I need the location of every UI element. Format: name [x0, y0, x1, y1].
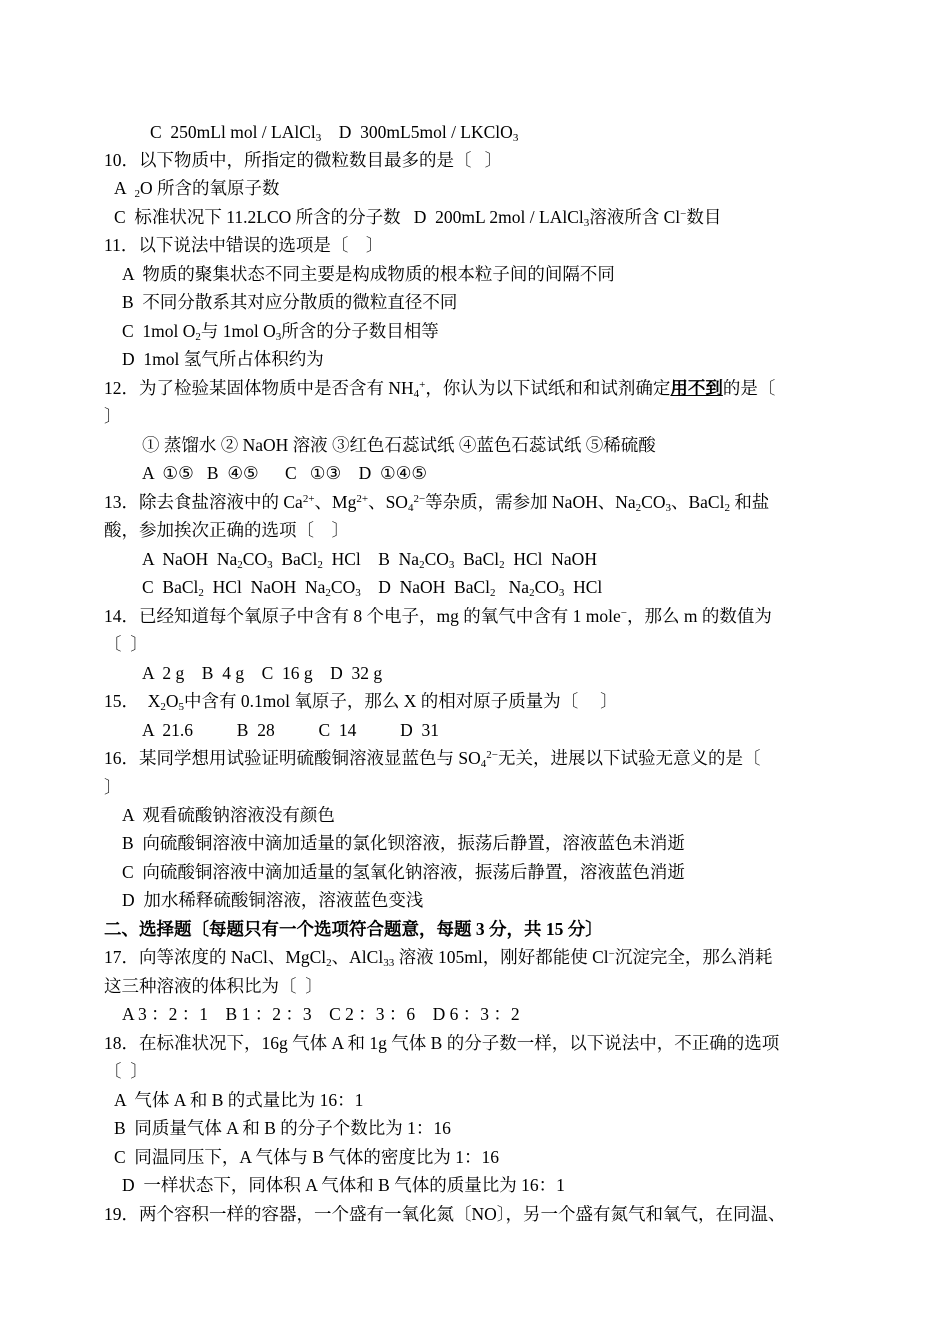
line-q17ans	[122, 1002, 520, 1026]
text-segment: +	[419, 379, 426, 391]
text-segment: A 3 ：2 ：1 B 1 ：2 ：3 C 2 ：3 ：6 D 6 ：3 ：2	[122, 1004, 520, 1024]
text-segment: 无关，进展以下试验无意义的是〔	[497, 748, 761, 768]
line-q18	[104, 1031, 779, 1055]
text-segment: ① 蒸馏水 ② NaOH 溶液 ③红色石蕊试纸 ④蓝色石蕊试纸 ⑤稀硫酸	[142, 435, 656, 455]
text-segment: A 物质的聚集状态不同主要是构成物质的根本粒子间的间隔不同	[122, 264, 615, 284]
text-segment: 、Mg	[314, 492, 357, 512]
line-q11a	[122, 262, 615, 286]
text-segment: 2	[195, 331, 201, 343]
text-segment: 4	[480, 758, 487, 770]
text-segment: C 同温同压下，A 气体与 B 气体的密度比为 1：16	[114, 1147, 500, 1167]
line-q18a	[114, 1088, 363, 1112]
text-segment: 3	[512, 132, 519, 144]
text-segment: 中含有 0.1mol 氧原子，那么 X 的相对原子质量为〔 〕	[184, 691, 618, 711]
text-segment: CO	[242, 549, 268, 569]
text-segment: 5	[178, 701, 185, 713]
text-segment: 3	[665, 502, 671, 514]
line-q16bb	[122, 831, 685, 855]
text-segment: B 同质量气体 A 和 B 的分子个数比为 1：16	[114, 1118, 451, 1138]
text-segment: HCl	[564, 577, 603, 597]
line-q19	[104, 1202, 786, 1226]
line-q10a	[114, 176, 279, 200]
line-q18bb	[114, 1116, 451, 1140]
line-q18b	[104, 1059, 148, 1083]
text-segment: 4	[407, 502, 414, 514]
text-segment: C 250mLl mol / LAlCl	[150, 122, 316, 142]
text-segment: 等杂质，需参加 NaOH、Na	[425, 492, 636, 512]
text-segment: CO	[534, 577, 559, 597]
text-segment: 3	[558, 587, 565, 599]
line-q14b	[104, 632, 148, 656]
line-q16d	[122, 888, 423, 912]
line-q13cd	[142, 575, 602, 599]
text-segment: 〔 〕	[104, 634, 148, 654]
text-segment: 2	[490, 587, 496, 599]
text-segment: 2−	[486, 749, 498, 761]
text-segment: C 标准状况下 11.2LCO 所含的分子数 D 200mL 2mol / LAlCl	[114, 207, 584, 227]
text-segment: A NaOH Na	[142, 549, 238, 569]
line-q12b	[104, 404, 122, 428]
text-segment: 沉淀完全，那么消耗	[614, 947, 773, 967]
text-segment: 3	[275, 331, 282, 343]
text-segment: 2	[198, 587, 204, 599]
text-segment: 所含的分子数目相等	[281, 321, 439, 341]
text-segment: B 不同分散系其对应分散质的微粒直径不同	[122, 292, 458, 312]
text-segment: O	[165, 691, 179, 711]
line-q12	[104, 376, 775, 400]
text-segment: 〕	[104, 406, 122, 426]
line-q9c	[150, 120, 518, 144]
text-segment: Na	[495, 577, 530, 597]
text-segment: HCl B Na	[322, 549, 420, 569]
text-segment: 18．在标准状况下，16g 气体 A 和 1g 气体 B 的分子数一样，以下说法中，不正确的选项	[104, 1033, 780, 1053]
text-segment: 16．某同学想用试验证明硫酸铜溶液显蓝色与 SO	[104, 748, 481, 768]
line-sec2	[104, 917, 603, 941]
text-segment: ，你认为以下试纸和和试剂确定	[425, 378, 671, 398]
text-segment: 12．为了检验某固体物质中是否含有 NH	[104, 378, 414, 398]
text-segment: CO	[641, 492, 666, 512]
text-segment: 19．两个容积一样的容器，一个盛有一氧化氮〔NO〕，另一个盛有氮气和氧气，在同温、	[104, 1204, 786, 1224]
text-segment: A ①⑤ B ④⑤ C ①③ D ①④⑤	[142, 463, 428, 483]
line-q14	[104, 604, 772, 628]
text-segment: A 观看硫酸钠溶液没有颜色	[122, 805, 335, 825]
line-q16a	[122, 803, 335, 827]
line-q12ans	[142, 461, 427, 485]
text-segment: B 向硫酸铜溶液中滴加适量的氯化钡溶液，振荡后静置，溶液蓝色未消逝	[122, 833, 685, 853]
text-segment: 17．向等浓度的 NaCl、MgCl	[104, 947, 327, 967]
text-segment: 这三种溶液的体积比为〔 〕	[104, 976, 323, 996]
text-segment: −	[680, 208, 687, 220]
text-segment: 〕	[104, 777, 122, 797]
text-segment: HCl NaOH Na	[203, 577, 326, 597]
line-q17	[104, 945, 772, 969]
text-segment: D 加水稀释硫酸铜溶液，溶液蓝色变浅	[122, 890, 424, 910]
line-q11b	[122, 290, 457, 314]
text-segment: 3	[267, 559, 273, 571]
text-segment: 3	[315, 132, 322, 144]
text-segment: 2	[635, 502, 642, 514]
text-segment: 2	[237, 559, 243, 571]
line-q12opts	[142, 433, 656, 457]
text-segment: 4	[413, 388, 420, 400]
text-segment: 、BaCl	[670, 492, 725, 512]
line-q18d	[122, 1173, 565, 1197]
text-segment: D NaOH BaCl	[360, 577, 491, 597]
text-segment: D 300mL5mol / LKClO	[321, 122, 513, 142]
text-segment: 14．已经知道每个氧原子中含有 8 个电子，mg 的氧气中含有 1 mole	[104, 606, 621, 626]
line-q11d	[122, 347, 324, 371]
text-segment: 10．以下物质中，所指定的微粒数目最多的是〔 〕	[104, 150, 503, 170]
text-segment: 2	[419, 559, 425, 571]
text-segment: A	[114, 178, 135, 198]
text-segment: 溶液 105ml，刚好都能使 Cl	[394, 947, 609, 967]
text-segment: 2	[499, 559, 505, 571]
text-segment: 用不到	[670, 378, 723, 398]
line-q14ans	[142, 661, 382, 685]
text-segment: C 向硫酸铜溶液中滴加适量的氢氧化钠溶液，振荡后静置，溶液蓝色消逝	[122, 862, 685, 882]
text-segment: A 气体 A 和 B 的式量比为 16：1	[114, 1090, 364, 1110]
line-q13ab	[142, 547, 597, 571]
text-segment: C 1mol O	[122, 321, 196, 341]
text-segment: 11．以下说法中错误的选项是〔 〕	[104, 235, 384, 255]
text-segment: 2−	[413, 493, 426, 505]
line-q16	[104, 746, 760, 770]
text-segment: A 21.6 B 28 C 14 D 31	[142, 720, 440, 740]
text-segment: 2	[529, 587, 535, 599]
text-segment: 33	[383, 957, 395, 969]
text-segment: 3	[355, 587, 361, 599]
text-segment: 、SO	[368, 492, 408, 512]
line-q11c	[122, 319, 439, 343]
text-segment: D 一样状态下，同体积 A 气体和 B 气体的质量比为 16：1	[122, 1175, 565, 1195]
text-segment: 的是〔	[722, 378, 776, 398]
text-segment: 和盐	[729, 492, 770, 512]
text-segment: 二、选择题〔每题只有一个选项符合题意，每题 3 分，共 15 分〕	[104, 919, 603, 939]
line-q15ans	[142, 718, 439, 742]
text-segment: 2+	[302, 493, 315, 505]
line-q17b	[104, 974, 323, 998]
text-segment: 与 1mol O	[200, 321, 276, 341]
text-segment: 13．除去食盐溶液中的 Ca	[104, 492, 303, 512]
text-segment: 数目	[686, 207, 722, 227]
text-segment: 3	[583, 217, 590, 229]
text-segment: D 1mol 氢气所占体积约为	[122, 349, 324, 369]
text-segment: BaCl	[272, 549, 318, 569]
line-q16b	[104, 775, 122, 799]
text-segment: 2	[325, 587, 331, 599]
line-q11	[104, 233, 383, 257]
text-segment: CO	[424, 549, 449, 569]
text-segment: 2	[134, 188, 140, 200]
text-segment: 15． X	[104, 691, 161, 711]
text-segment: ，那么 m 的数值为	[626, 606, 772, 626]
text-segment: −	[608, 948, 615, 960]
text-segment: O 所含的氧原子数	[139, 178, 280, 198]
text-segment: 2	[724, 502, 730, 514]
line-q13	[104, 490, 769, 514]
line-q13b	[104, 518, 349, 542]
text-segment: 溶液所含 Cl	[589, 207, 681, 227]
text-segment: 3	[448, 559, 455, 571]
text-segment: 2	[326, 957, 332, 969]
text-segment: 2	[317, 559, 323, 571]
text-segment: 酸，参加挨次正确的选项〔 〕	[104, 520, 349, 540]
text-segment: HCl NaOH	[504, 549, 597, 569]
line-q16c	[122, 860, 685, 884]
text-segment: 、AlCl	[331, 947, 384, 967]
text-segment: 2	[160, 701, 166, 713]
text-segment: C BaCl	[142, 577, 199, 597]
line-q10cd	[114, 205, 721, 229]
text-segment: BaCl	[454, 549, 500, 569]
text-segment: CO	[330, 577, 356, 597]
text-segment: 〔 〕	[104, 1061, 148, 1081]
line-q10	[104, 148, 502, 172]
line-q15	[104, 689, 618, 713]
line-q18c	[114, 1145, 499, 1169]
text-segment: −	[620, 607, 627, 619]
text-segment: 2+	[356, 493, 369, 505]
text-segment: A 2 g B 4 g C 16 g D 32 g	[142, 663, 383, 683]
